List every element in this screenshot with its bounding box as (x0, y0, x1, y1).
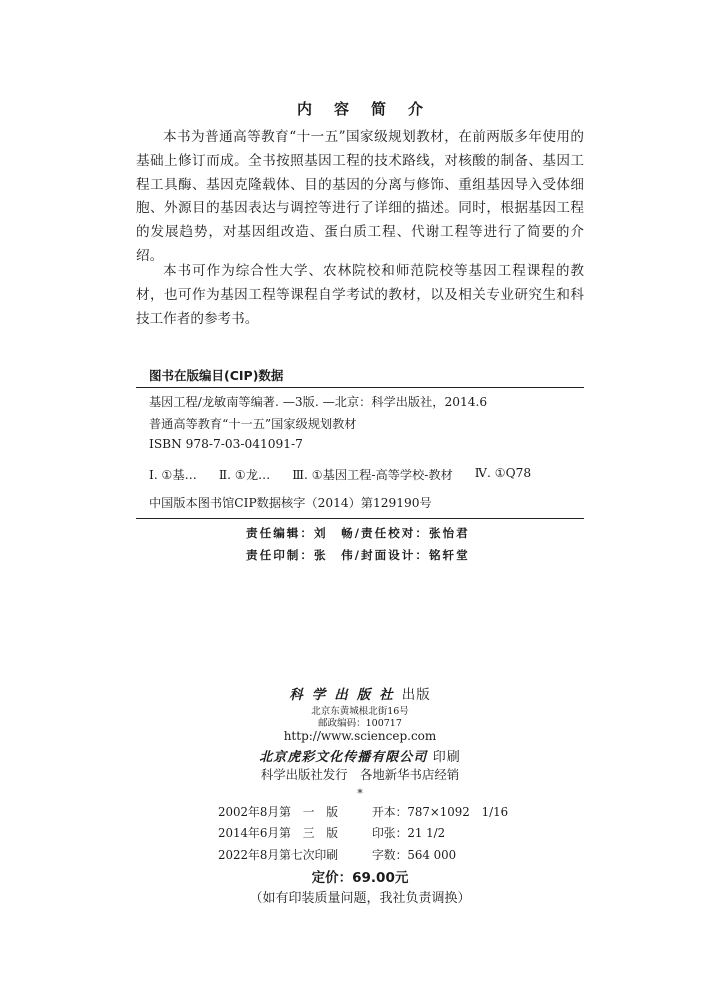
cip-series-line: 普通高等教育“十一五”国家级规划教材 (149, 417, 357, 431)
distribution-line: 科学出版社发行 各地新华书店经销 (260, 767, 460, 782)
publisher-line (0, 683, 720, 703)
price: 定价：69.00元 (311, 870, 409, 886)
cip-record-number: 中国版本图书馆CIP数据核字（2014）第129190号 (149, 496, 432, 510)
publisher-action: 出版 (401, 687, 431, 703)
publisher-name: 科学出版社 (289, 687, 402, 703)
publisher-postal-code: 邮政编码：100717 (318, 718, 402, 729)
printing-seventh: 2022年8月第七次印刷 (218, 848, 339, 862)
production-credits: 责任印制：张 伟/封面设计：铭轩堂 (246, 548, 470, 562)
intro-paragraph-2: 本书可作为综合性大学、农林院校和师范院校等基因工程课程的教材，也可作为基因工程等课程自学考试的教材，以及相关专业研究生和科技工作者的参考书。 (136, 263, 584, 327)
cip-isbn: ISBN 978-7-03-041091-7 (149, 437, 303, 451)
separator-asterisk: * (357, 787, 363, 800)
format-size: 开本：787×1092 1/16 (372, 805, 509, 819)
cip-classification-row (149, 466, 531, 483)
cip-bottom-rule (136, 518, 584, 519)
printer-line (0, 746, 720, 765)
printer-name: 北京虎彩文化传播有限公司 (259, 750, 428, 765)
cip-top-rule (136, 387, 584, 388)
editor-credits: 责任编辑：刘 畅/责任校对：张怡君 (246, 526, 470, 540)
publisher-address: 北京东黄城根北街16号 (311, 706, 409, 717)
quality-note: （如有印装质量问题，我社负责调换） (249, 891, 471, 906)
intro-paragraph-1: 本书为普通高等教育“十一五”国家级规划教材，在前两版多年使用的基础上修订而成。全书按照基因工程的技术路线，对核酸的制备、基因工程工具酶、基因克隆载体、目的基因的分离与修饰、重组基因导入受体细胞、外源目的基因表达与调控等进行了详细的描述。同时，根据基因工程的发展趋势，对基因组改造、蛋白质工程、代谢工程等进行了简要的介绍。 (136, 129, 584, 264)
cip-class-4: Ⅳ. ①Q78 (474, 466, 532, 480)
cip-heading: 图书在版编目(CIP)数据 (149, 368, 284, 383)
cip-class-3: Ⅲ. ①基因工程-高等学校-教材 (292, 468, 453, 482)
cip-bibliographic-line: 基因工程/龙敏南等编著. —3版. —北京：科学出版社，2014.6 (149, 395, 488, 409)
cip-class-1: Ⅰ. ①基… (149, 468, 197, 482)
print-sheets: 印张：21 1/2 (372, 826, 446, 840)
edition-first: 2002年8月第 一 版 (218, 805, 339, 819)
word-count: 字数：564 000 (372, 848, 457, 862)
cip-class-2: Ⅱ. ①龙… (218, 468, 271, 482)
edition-third: 2014年6月第 三 版 (218, 826, 339, 840)
section-title: 内容简介 (296, 100, 445, 118)
printer-action: 印刷 (432, 750, 461, 765)
publisher-url: http://www.sciencep.com (283, 729, 437, 743)
